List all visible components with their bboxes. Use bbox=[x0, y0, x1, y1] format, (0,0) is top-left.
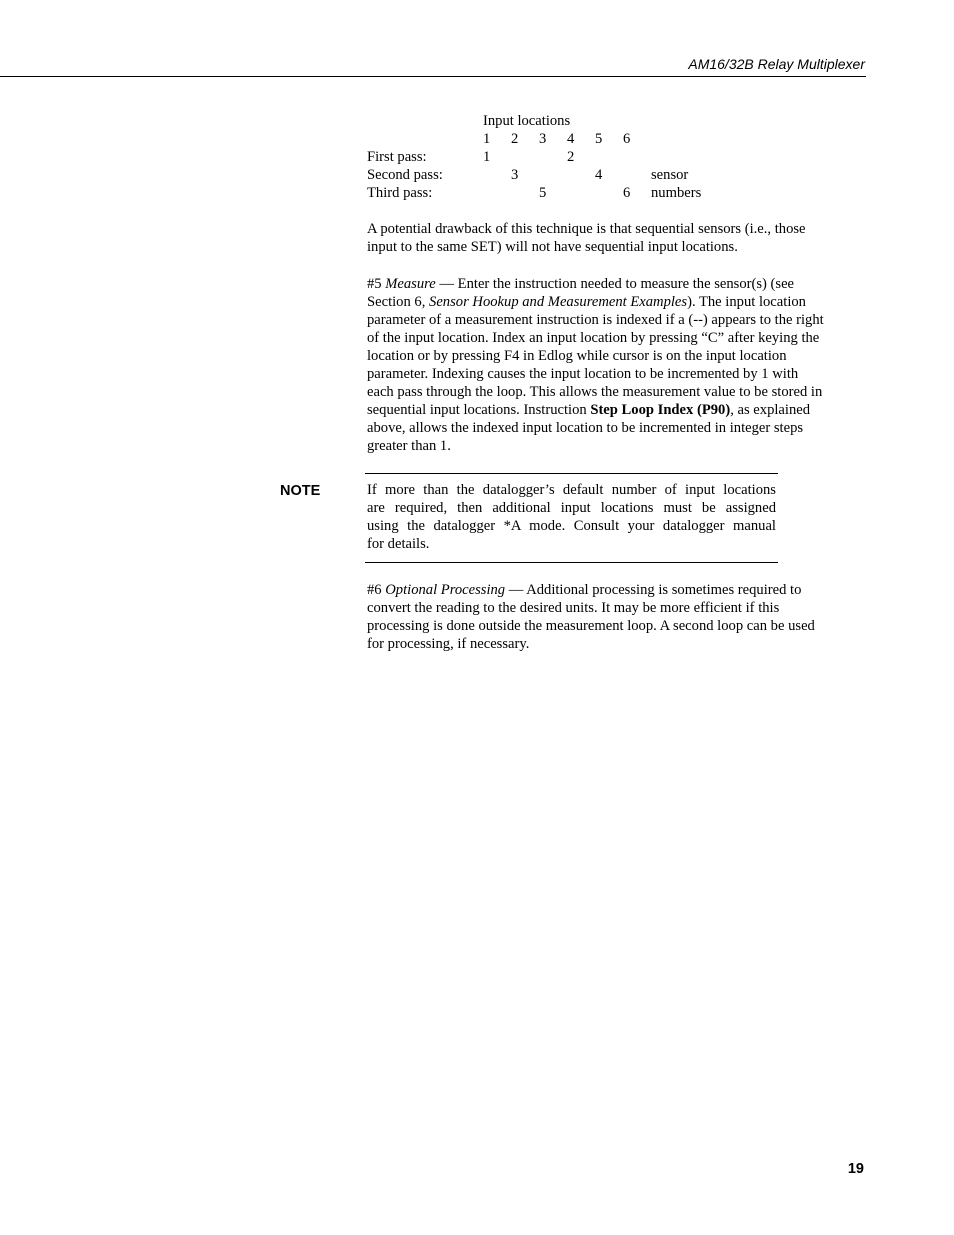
text-line bbox=[367, 275, 859, 293]
column-header: 2 bbox=[511, 131, 519, 147]
text-line: A potential drawback of this technique is that sequential sensors (i.e., those bbox=[367, 221, 806, 237]
column-header: 4 bbox=[567, 131, 575, 147]
text-line: convert the reading to the desired units. It may be more efficient if this bbox=[367, 600, 780, 616]
optional-processing-paragraph bbox=[367, 581, 859, 653]
side-note: sensor bbox=[651, 167, 689, 183]
text-line: above, allows the indexed input location to be incremented in integer steps bbox=[367, 420, 804, 436]
header-rule bbox=[0, 76, 866, 77]
text-line: using the datalogger *A mode. Consult your datalogger manual bbox=[367, 518, 776, 534]
section-reference: Sensor Hookup and Measurement Examples bbox=[429, 294, 688, 310]
text-line: parameter. Indexing causes the input location to be incremented by 1 with bbox=[367, 366, 799, 382]
text-line: If more than the datalogger’s default number of input locations bbox=[367, 482, 776, 498]
note-bottom-rule bbox=[365, 562, 778, 563]
text-line: for details. bbox=[367, 536, 430, 552]
table-cell: 3 bbox=[511, 167, 519, 183]
measure-paragraph bbox=[367, 275, 859, 455]
table-cell: 5 bbox=[539, 185, 547, 201]
table-title: Input locations bbox=[483, 113, 571, 129]
text-line bbox=[367, 581, 859, 599]
column-header: 5 bbox=[595, 131, 603, 147]
text-span: , as explained bbox=[730, 402, 811, 418]
text-span: Section 6, bbox=[367, 294, 430, 310]
drawback-paragraph bbox=[367, 220, 859, 256]
column-header: 6 bbox=[623, 131, 631, 147]
text-line: are required, then additional input locations must be assigned bbox=[367, 500, 776, 516]
text-span: ). The input location bbox=[687, 294, 806, 310]
text-line: of the input location. Index an input location by pressing “C” after keying the bbox=[367, 330, 820, 346]
text-span: — Enter the instruction needed to measure the sensor(s) (see bbox=[435, 276, 795, 292]
text-span: sequential input locations. Instruction bbox=[367, 402, 591, 418]
text-line: greater than 1. bbox=[367, 438, 451, 454]
instruction-name: Step Loop Index (P90) bbox=[590, 402, 731, 418]
column-header: 1 bbox=[483, 131, 491, 147]
text-line bbox=[367, 293, 859, 311]
step-number: #6 bbox=[367, 582, 386, 598]
column-header: 3 bbox=[539, 131, 547, 147]
table-cell: 2 bbox=[567, 149, 575, 165]
table-cell: 1 bbox=[483, 149, 491, 165]
text-line: parameter of a measurement instruction is indexed if a (--) appears to the right bbox=[367, 312, 824, 328]
note-label: NOTE bbox=[280, 483, 321, 499]
step-heading: Measure bbox=[385, 276, 436, 292]
note-top-rule bbox=[365, 473, 778, 474]
page-number: 19 bbox=[847, 1161, 864, 1177]
step-number: #5 bbox=[367, 276, 386, 292]
step-heading: Optional Processing bbox=[385, 582, 506, 598]
text-line: location or by pressing F4 in Edlog while cursor is on the input location bbox=[367, 348, 787, 364]
side-note: numbers bbox=[651, 185, 702, 201]
text-line bbox=[367, 401, 859, 419]
text-line: each pass through the loop. This allows the measurement value to be stored in bbox=[367, 384, 823, 400]
table-cell: 4 bbox=[595, 167, 603, 183]
running-header-title: AM16/32B Relay Multiplexer bbox=[688, 56, 865, 72]
text-line: input to the same SET) will not have sequential input locations. bbox=[367, 239, 738, 255]
text-span: — Additional processing is sometimes required to bbox=[505, 582, 802, 598]
note-text bbox=[367, 481, 776, 553]
text-line: for processing, if necessary. bbox=[367, 636, 530, 652]
text-line: processing is done outside the measurement loop. A second loop can be used bbox=[367, 618, 815, 634]
row-label: Third pass: bbox=[367, 185, 433, 201]
row-label: First pass: bbox=[367, 149, 427, 165]
row-label: Second pass: bbox=[367, 167, 443, 183]
table-cell: 6 bbox=[623, 185, 631, 201]
